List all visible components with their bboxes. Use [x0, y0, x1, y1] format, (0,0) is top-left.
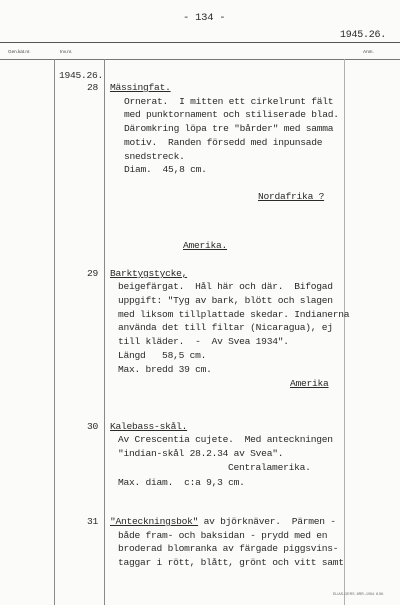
entry-title-rest: av björknäver. Pärmen - — [198, 516, 336, 527]
entry-number: 31 — [87, 516, 99, 527]
entry-line: Ornerat. I mitten ett cirkelrunt fält — [124, 96, 334, 107]
entry-title: "Anteckningsbok" — [110, 516, 199, 527]
entry-line: använda det till filtar (Nicaragua), ej — [118, 322, 333, 333]
entry-title-line — [110, 516, 336, 527]
column-header-anm: Anm. — [363, 49, 374, 54]
entry-line: broderad blomranka av färgade piggsvins- — [118, 543, 339, 554]
entry-line: till kläder. - Av Svea 1934". — [118, 336, 289, 347]
entry-title: Barktygstycke, — [110, 268, 188, 279]
column-divider-3 — [344, 59, 345, 605]
entry-title: Mässingfat. — [110, 82, 171, 93]
entry-line: beigefärgat. Hål här och där. Bifogad — [118, 281, 333, 292]
column-divider-1 — [54, 59, 55, 605]
group-reference: 1945.26. — [59, 70, 104, 81]
entry-line: med liksom tillplattade skedar. Indianerna — [118, 309, 350, 320]
entry-line: både fram- och baksidan - prydd med en — [118, 530, 328, 541]
column-header-inv: Inv.nr. — [60, 49, 73, 54]
printer-imprint: ELIAS-GERS. 8RR.-1954. 8.5K. — [333, 592, 385, 596]
section-heading: Amerika. — [183, 240, 228, 251]
entry-origin: Amerika — [290, 378, 329, 389]
entry-line: taggar i rött, blått, grönt och vitt samt — [118, 557, 344, 568]
entry-line: Längd 58,5 cm. — [118, 350, 207, 361]
entry-line: Max. bredd 39 cm. — [118, 364, 212, 375]
header-top-rule — [0, 42, 400, 43]
column-header-gen-kat: Gen.kat.nr. — [8, 49, 31, 54]
header-bottom-rule — [0, 59, 400, 60]
column-divider-2 — [104, 59, 105, 605]
entry-line: uppgift: "Tyg av bark, blött och slagen — [118, 295, 333, 306]
entry-line: Centralamerika. — [228, 462, 311, 473]
year-reference: 1945.26. — [340, 30, 387, 41]
entry-line: Av Crescentia cujete. Med anteckningen — [118, 434, 333, 445]
entry-line: med punktornament och stiliserade blad. — [124, 109, 339, 120]
entry-number: 29 — [87, 268, 99, 279]
entry-number: 28 — [87, 82, 99, 93]
entry-line: Däromkring löpa tre "bårder" med samma — [124, 123, 334, 134]
entry-line: "indian-skål 28.2.34 av Svea". — [118, 448, 284, 459]
entry-line: motiv. Randen försedd med inpunsade — [124, 137, 323, 148]
entry-line: snedstreck. — [124, 151, 185, 162]
entry-number: 30 — [87, 421, 99, 432]
entry-line: Max. diam. c:a 9,3 cm. — [118, 477, 245, 488]
entry-title: Kalebass-skål. — [110, 421, 188, 432]
entry-origin: Nordafrika ? — [258, 191, 325, 202]
page-number: - 134 - — [183, 12, 226, 24]
entry-line: Diam. 45,8 cm. — [124, 164, 207, 175]
